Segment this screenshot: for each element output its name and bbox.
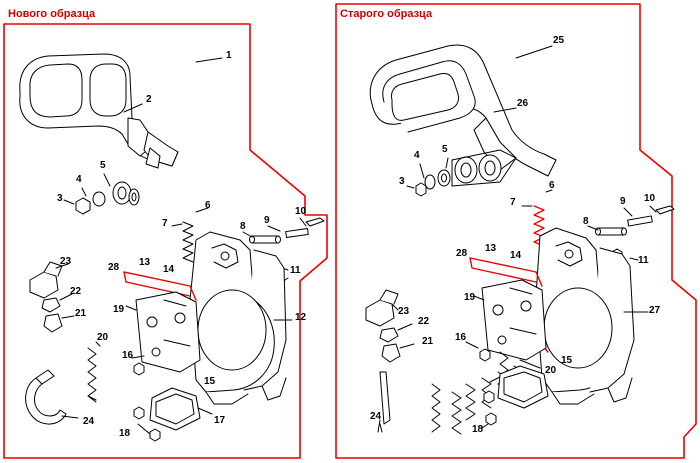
callout-right-6: 6 (549, 180, 555, 191)
left-lever-plate (136, 292, 200, 372)
callout-right-8: 8 (583, 216, 589, 227)
left-spring-7 (172, 222, 193, 262)
callout-right-18: 18 (472, 424, 484, 435)
callout-right-21: 21 (422, 336, 434, 347)
callout-left-22: 22 (70, 286, 82, 297)
panel-title-left: Нового образца (8, 8, 96, 20)
callout-right-20: 20 (545, 365, 557, 376)
left-spring-20 (88, 342, 100, 402)
callout-right-27: 27 (649, 305, 661, 316)
left-small-lever-group (30, 262, 74, 332)
left-brake-band (26, 370, 78, 424)
callout-left-11: 11 (290, 265, 301, 276)
callout-right-9: 9 (620, 196, 626, 207)
callout-left-8: 8 (240, 221, 246, 232)
callout-left-28: 28 (108, 262, 120, 273)
callout-left-2: 2 (146, 94, 152, 105)
callout-right-15: 15 (561, 355, 573, 366)
callout-right-22: 22 (418, 316, 430, 327)
callout-left-17: 17 (214, 415, 226, 426)
callout-left-23: 23 (60, 256, 72, 267)
leader-16-right (466, 342, 478, 348)
left-cover-17 (134, 388, 212, 441)
callout-right-28: 28 (456, 248, 468, 259)
callout-right-14: 14 (510, 250, 522, 261)
right-small-lever-group (366, 290, 414, 362)
callout-right-26: 26 (517, 98, 529, 109)
right-main-body (536, 228, 634, 404)
callout-left-14: 14 (163, 264, 175, 275)
callout-left-19: 19 (113, 304, 125, 315)
leader-25-right (516, 46, 552, 58)
callout-left-9: 9 (264, 215, 270, 226)
callout-left-6: 6 (205, 200, 211, 211)
callout-left-24: 24 (83, 416, 95, 427)
callout-right-10: 10 (644, 193, 656, 204)
right-handle-assembly (370, 45, 556, 186)
callout-right-7: 7 (510, 197, 516, 208)
callout-right-25: 25 (553, 35, 565, 46)
callout-left-20: 20 (97, 332, 109, 343)
callout-left-7: 7 (162, 218, 168, 229)
callout-left-1: 1 (226, 50, 232, 61)
callout-right-19: 19 (464, 292, 476, 303)
callout-left-5: 5 (100, 160, 106, 171)
callout-right-4: 4 (414, 150, 420, 161)
right-brake-band (378, 372, 390, 432)
callout-left-21: 21 (75, 308, 87, 319)
callout-right-23: 23 (398, 306, 410, 317)
callout-left-15: 15 (204, 376, 216, 387)
callout-left-13: 13 (139, 257, 151, 268)
leader-1-left (196, 58, 222, 62)
callout-right-3: 3 (399, 176, 405, 187)
callout-left-3: 3 (57, 193, 63, 204)
panel-title-right: Старого образца (340, 8, 433, 20)
leader-19-left (126, 306, 136, 310)
callout-right-13: 13 (485, 243, 497, 254)
callout-left-18: 18 (119, 428, 131, 439)
callout-right-24: 24 (370, 411, 382, 422)
callout-right-11: 11 (638, 255, 649, 266)
right-cover-17 (482, 366, 548, 428)
left-nut-16 (134, 363, 144, 375)
callout-right-5: 5 (442, 144, 448, 155)
callout-left-10: 10 (295, 206, 307, 217)
callout-left-12: 12 (295, 312, 307, 323)
callout-right-16: 16 (455, 332, 467, 343)
left-handle-assembly (20, 54, 178, 168)
callout-left-16: 16 (122, 350, 134, 361)
right-lever-plate (482, 280, 546, 360)
callout-left-4: 4 (76, 174, 82, 185)
right-washers-group (407, 158, 450, 196)
right-nut-16 (480, 349, 490, 361)
